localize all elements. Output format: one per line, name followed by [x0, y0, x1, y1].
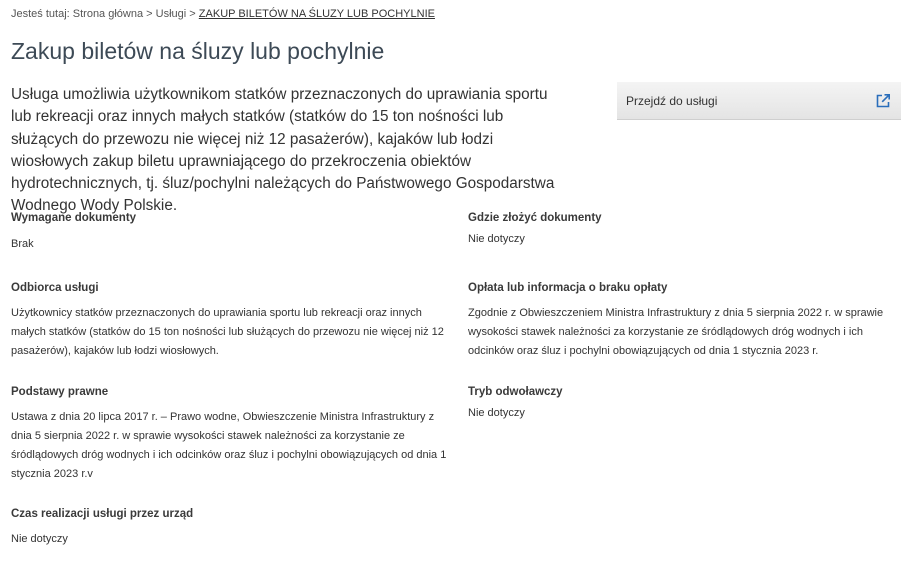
section-value: Użytkownicy statków przeznaczonych do uprawiania sportu lub rekreacji oraz innych małych statków (statków do 15 ton nośności lub służących do przewozu nie więcej niż 12 pasażerów), kajaków lub łodzi wiosłowych.	[11, 307, 444, 357]
breadcrumb-home-link[interactable]: Strona główna	[72, 8, 144, 20]
section-value: Zgodnie z Obwieszczeniem Ministra Infrastruktury z dnia 5 sierpnia 2022 r. w sprawie wysokości stawek należności za korzystanie ze śródlądowych dróg wodnych i ich odcinków oraz śluz i pochylni obowiązujących od dnia 1 stycznia 2023 r.	[468, 307, 884, 357]
section-heading: Gdzie złożyć dokumenty	[468, 212, 602, 224]
breadcrumb-current: ZAKUP BILETÓW NA ŚLUZY LUB POCHYLNIE	[198, 8, 435, 20]
section-value: Brak	[11, 238, 34, 250]
external-link-icon	[875, 93, 891, 109]
breadcrumb	[11, 8, 435, 20]
breadcrumb-separator: >	[146, 8, 153, 20]
section-heading: Podstawy prawne	[11, 386, 109, 398]
go-to-service-button[interactable]	[617, 82, 901, 120]
section-value: Nie dotyczy	[11, 533, 68, 545]
section-heading: Odbiorca usługi	[11, 282, 99, 294]
fee-section	[468, 282, 904, 361]
service-description: Usługa umożliwia użytkownikom statków przeznaczonych do uprawiania sportu lub rekreacji oraz innych małych statków (statków do 15 ton nośności lub służących do przewozu nie więcej niż 12 pasażerów), kajaków lub łodzi wiosłowych zakup biletu uprawniającego do przekroczenia obiektów hydrotechnicznych, tj. śluz/pochylni należących do Państwowego Gospodarstwa Wodnego Wody Polskie.	[11, 86, 555, 215]
page-title: Zakup biletów na śluzy lub pochylnie	[11, 38, 385, 64]
section-heading: Wymagane dokumenty	[11, 212, 137, 224]
service-recipient-section	[11, 282, 451, 361]
appeal-procedure-section	[468, 386, 904, 423]
where-to-submit-section	[468, 212, 904, 249]
legal-basis-section	[11, 386, 451, 484]
section-heading: Opłata lub informacja o braku opłaty	[468, 282, 668, 294]
breadcrumb-separator: >	[189, 8, 196, 20]
section-value: Nie dotyczy	[468, 407, 525, 419]
section-value: Ustawa z dnia 20 lipca 2017 r. – Prawo wodne, Obwieszczenie Ministra Infrastruktury z dnia 5 sierpnia 2022 r. w sprawie wysokości stawek należności za korzystanie ze śródlądowych dróg wodnych i ich odcinków oraz śluz i pochylni obowiązujących od dnia 1 stycznia 2023 r.v	[11, 411, 447, 480]
section-heading: Tryb odwoławczy	[468, 386, 563, 398]
section-heading: Czas realizacji usługi przez urząd	[11, 508, 194, 520]
go-to-service-label: Przejdź do usługi	[626, 94, 718, 108]
section-value: Nie dotyczy	[468, 233, 525, 245]
breadcrumb-services-link[interactable]: Usługi	[155, 8, 187, 20]
breadcrumb-prefix: Jesteś tutaj:	[11, 8, 70, 20]
required-documents-section	[11, 212, 451, 254]
processing-time-section	[11, 508, 451, 549]
